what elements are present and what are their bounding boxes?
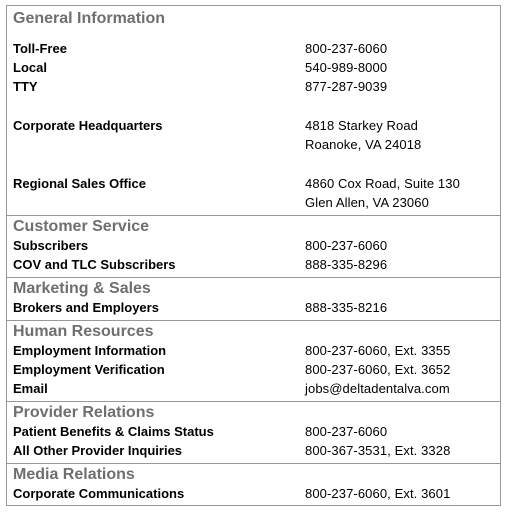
table-row (7, 298, 500, 317)
table-row (7, 484, 500, 503)
section-title: Marketing & Sales (13, 280, 151, 297)
table-row (7, 255, 500, 274)
email-link[interactable]: jobs@deltadentalva.com (305, 381, 450, 396)
section-title: Provider Relations (13, 404, 155, 421)
table-row (7, 77, 500, 96)
row-label: All Other Provider Inquiries (13, 443, 183, 458)
row-value (305, 379, 500, 398)
row-label: Toll-Free (13, 41, 67, 56)
row-label: Patient Benefits & Claims Status (13, 424, 214, 439)
contact-directory-table (6, 5, 501, 506)
row-value: 877-287-9039 (305, 79, 388, 94)
row-value: 800-237-6060 (305, 238, 388, 253)
section-general-information (7, 6, 500, 215)
row-value: 4818 Starkey Road Roanoke, VA 24018 (305, 118, 422, 152)
row-value: 888-335-8216 (305, 300, 388, 315)
row-value: 888-335-8296 (305, 257, 388, 272)
row-label: Regional Sales Office (13, 176, 146, 191)
table-row (7, 39, 500, 58)
row-value: 4860 Cox Road, Suite 130 Glen Allen, VA 23060 (305, 176, 460, 210)
row-label: Employment Information (13, 343, 167, 358)
section-customer-service (7, 215, 500, 277)
table-row (7, 236, 500, 255)
table-row (7, 58, 500, 77)
row-label: Subscribers (13, 238, 89, 253)
row-label: Employment Verification (13, 362, 165, 377)
row-label: Local (13, 60, 47, 75)
row-value: 800-237-6060, Ext. 3355 (305, 343, 451, 358)
row-value: 540-989-8000 (305, 60, 388, 75)
table-row (7, 379, 500, 398)
table-row (7, 174, 500, 212)
section-title: Media Relations (13, 466, 135, 483)
row-label: Corporate Headquarters (13, 118, 163, 133)
section-title: Human Resources (13, 323, 154, 340)
row-label: Corporate Communications (13, 486, 185, 501)
row-label: TTY (13, 79, 38, 94)
section-provider-relations (7, 401, 500, 463)
table-row (7, 360, 500, 379)
section-title: Customer Service (13, 218, 150, 235)
table-row (7, 422, 500, 441)
row-label: COV and TLC Subscribers (13, 257, 176, 272)
row-value: 800-237-6060 (305, 424, 388, 439)
row-value: 800-237-6060, Ext. 3601 (305, 486, 451, 501)
row-value: 800-237-6060 (305, 41, 388, 56)
section-human-resources (7, 320, 500, 401)
row-value: 800-367-3531, Ext. 3328 (305, 443, 451, 458)
row-label: Email (13, 381, 48, 396)
table-row (7, 116, 500, 154)
section-title: General Information (13, 10, 166, 27)
section-marketing-sales (7, 277, 500, 320)
section-media-relations (7, 463, 500, 505)
row-value: 800-237-6060, Ext. 3652 (305, 362, 451, 377)
table-row (7, 341, 500, 360)
row-label: Brokers and Employers (13, 300, 159, 315)
table-row (7, 441, 500, 460)
